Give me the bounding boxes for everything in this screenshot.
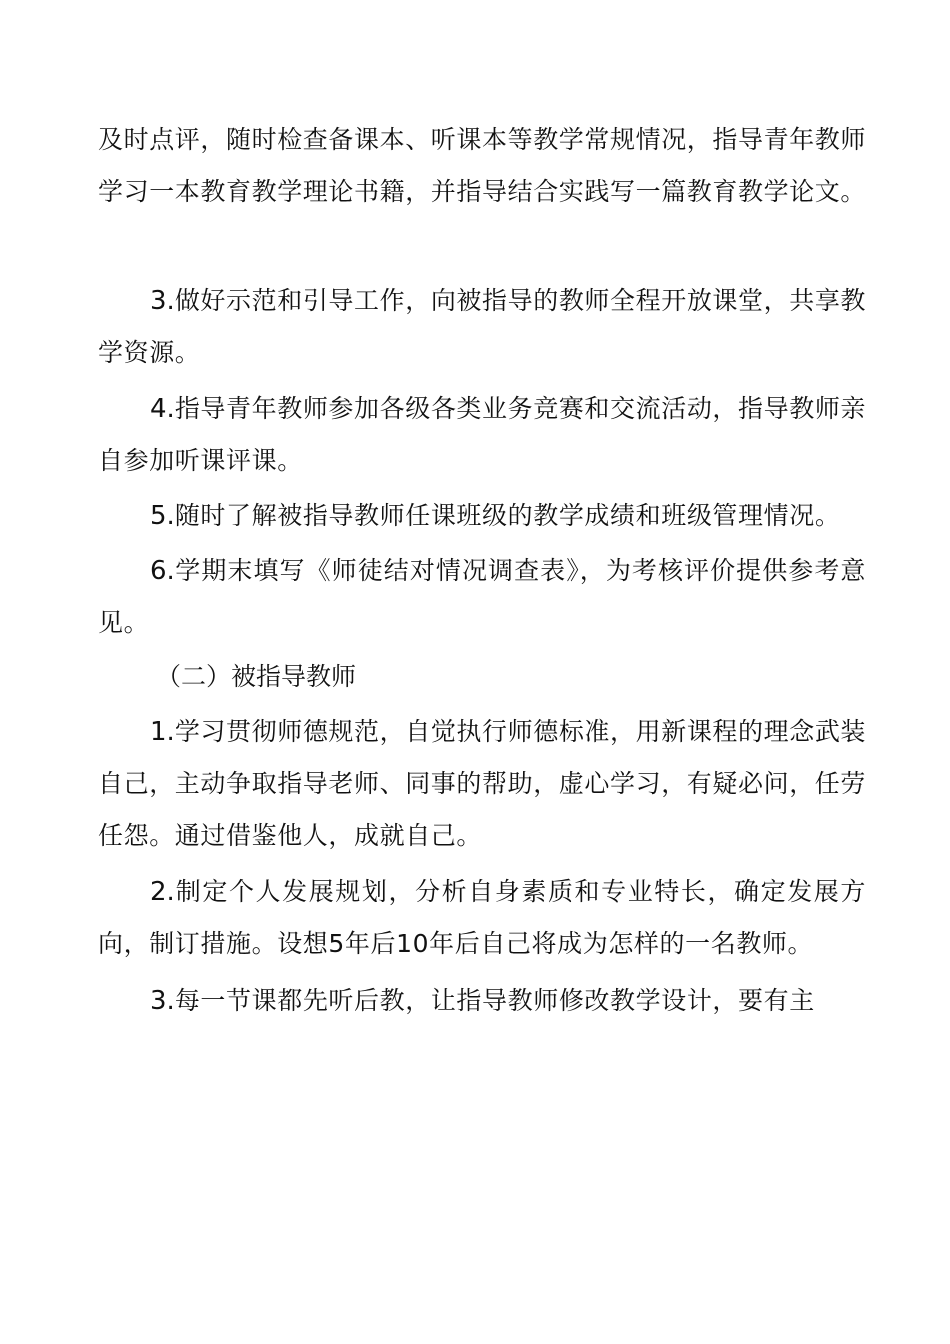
paragraph-item-3b <box>98 975 866 1027</box>
paragraph-item-4 <box>98 383 866 487</box>
paragraph-item-3 <box>98 275 866 379</box>
paragraph-text: 指导青年教师参加各级各类业务竞赛和交流活动，指导教师亲自参加听课评课。 <box>98 394 867 475</box>
item-number: 3. <box>150 986 175 1016</box>
paragraph-text: 做好示范和引导工作，向被指导的教师全程开放课堂，共享教学资源。 <box>98 286 867 367</box>
paragraph-text: 学期末填写《师徒结对情况调查表》，为考核评价提供参考意见。 <box>98 556 866 637</box>
item-number: 1. <box>150 717 175 747</box>
item-number: 2. <box>150 877 175 907</box>
paragraph-item-2 <box>98 866 866 970</box>
item-number: 3. <box>150 286 175 316</box>
paragraph-item-1 <box>98 706 866 862</box>
paragraph-item-6 <box>98 545 866 649</box>
paragraph-text: 随时了解被指导教师任课班级的教学成绩和班级管理情况。 <box>174 501 841 530</box>
paragraph-text: 及时点评，随时检查备课本、听课本等教学常规情况，指导青年教师学习一本教育教学理论书籍，并指导结合实践写一篇教育教学论文。 <box>98 125 867 206</box>
item-number: 5. <box>150 501 175 531</box>
paragraph-text: 每一节课都先听后教，让指导教师修改教学设计，要有主 <box>174 986 815 1015</box>
paragraph-text: 学习贯彻师德规范，自觉执行师德标准，用新课程的理念武装自己，主动争取指导老师、同事的帮助，虚心学习，有疑必问，任劳任怨。通过借鉴他人，成就自己。 <box>98 717 867 850</box>
paragraph-continuation <box>98 114 866 218</box>
paragraph-text: 制定个人发展规划，分析自身素质和专业特长，确定发展方向，制订措施。设想5年后10年后自己将成为怎样的一名教师。 <box>98 877 866 958</box>
paragraph-item-5 <box>98 490 866 542</box>
item-number: 6. <box>150 556 175 586</box>
item-number: 4. <box>150 394 175 424</box>
section-heading: （二）被指导教师 <box>156 662 357 691</box>
